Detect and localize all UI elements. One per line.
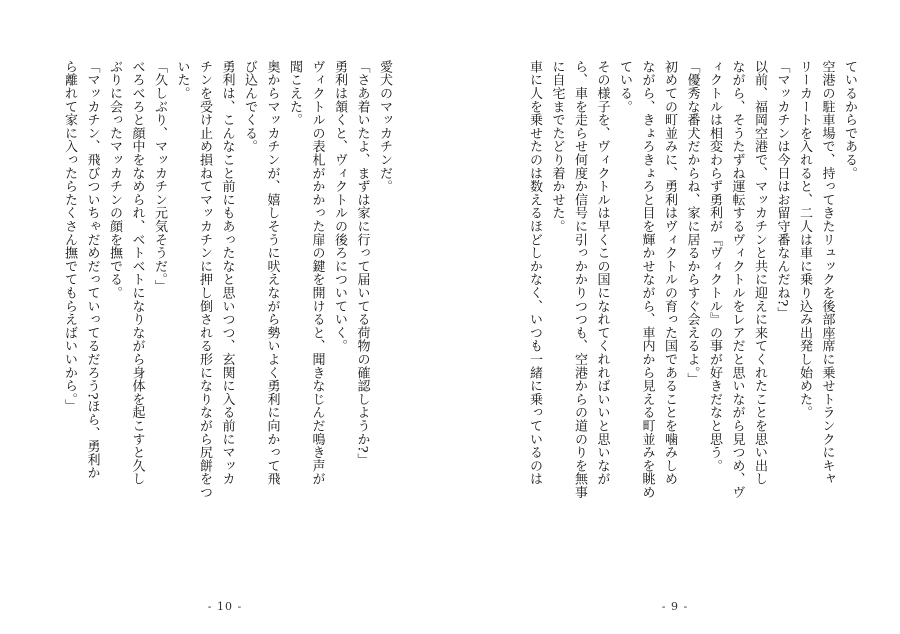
text-line: いた。 [174,60,190,100]
text-line: ヴィクトルの表札がかかった扉の鍵を開けると、聞きなじんだ鳴き声が [309,60,325,486]
text-line: び込んでくる。 [242,60,257,154]
right-page-text [500,60,860,595]
text-line: リーカートを入れると、二人は車に乗り込み出発し始めた。 [797,60,812,420]
text-line: ているからである。 [842,60,857,180]
page-number: - 10 - [207,600,243,613]
left-page-text [35,60,395,595]
text-line: 空港の駐車場で、持ってきたリュックを後部座席に乗せトランクにキャ [819,60,835,486]
text-line: 勇利は、こんなこと前にもあったなと思いつつ、玄関に入る前にマッカ [219,60,235,486]
text-line: 「優秀な番犬だからね、家に居るからすぐ会えるよ。」 [684,60,700,386]
text-line: 愛犬のマッカチンだ。 [377,60,392,193]
page-number: - 9 - [661,600,689,613]
text-line: ながら、きょろきょろと目を輝かせながら、車内から見える町並みを眺め [639,60,655,499]
text-line: べろべろと顔中をなめられ、ベトベトになりながら身体を起こすと久し [129,60,145,486]
text-line: 奥からマッカチンが、嬉しそうに吠えながら勢いよく勇利に向かって飛 [264,60,280,486]
text-line: ィクトルは相変わらず勇利が『ヴィクトル』の事が好きだなと思う。 [707,60,722,473]
text-line: 聞こえた。 [287,60,302,127]
text-line: 以前、福岡空港で、マッカチンと共に迎えに来てくれたことを思い出し [752,60,767,486]
text-line: ている。 [617,60,632,114]
text-line: 勇利は頷くと、ヴィクトルの後ろについていく。 [332,60,347,353]
text-line: ら離れて家に入ったらたくさん撫でてもらえばいいから。」 [62,60,77,413]
text-line: 車に人を乗せたのは数えるほどしかなく、いつも一緒に乗っているのは [527,60,542,486]
text-line: ら、車を走らせ何度か信号に引っかかりつつも、空港からの道のりを無事 [572,60,587,499]
text-line: ぶりに会ったマッカチンの顔を撫でる。 [107,60,122,300]
text-line: 「マッカチンは今日はお留守番なんだね?」 [774,60,790,320]
text-line: 「久しぶり、マッカチン元気そうだ。」 [152,60,167,293]
right-page [450,0,900,634]
text-line: 「マッカチン、飛びついちゃだめだっていってるだろう?ほら、勇利か [84,60,100,480]
text-line: ながら、そうたずね運転するヴィクトルをレアだと思いながら見つめ、ヴ [729,60,745,499]
text-line: に自宅までたどり着かせた。 [549,60,565,233]
text-line: その様子を、ヴィクトルは早くこの国になれてくれればいいと思いなが [594,60,610,486]
text-line: チンを受け止め損ねてマッカチンに押し倒される形になりながら尻餅をつ [197,60,212,499]
text-line: 「さあ着いたよ、まずは家に行って届いてる荷物の確認しようか?」 [354,60,370,467]
text-line: 初めての町並みに、勇利はヴィクトルの育った国であることを噛みしめ [662,60,677,486]
